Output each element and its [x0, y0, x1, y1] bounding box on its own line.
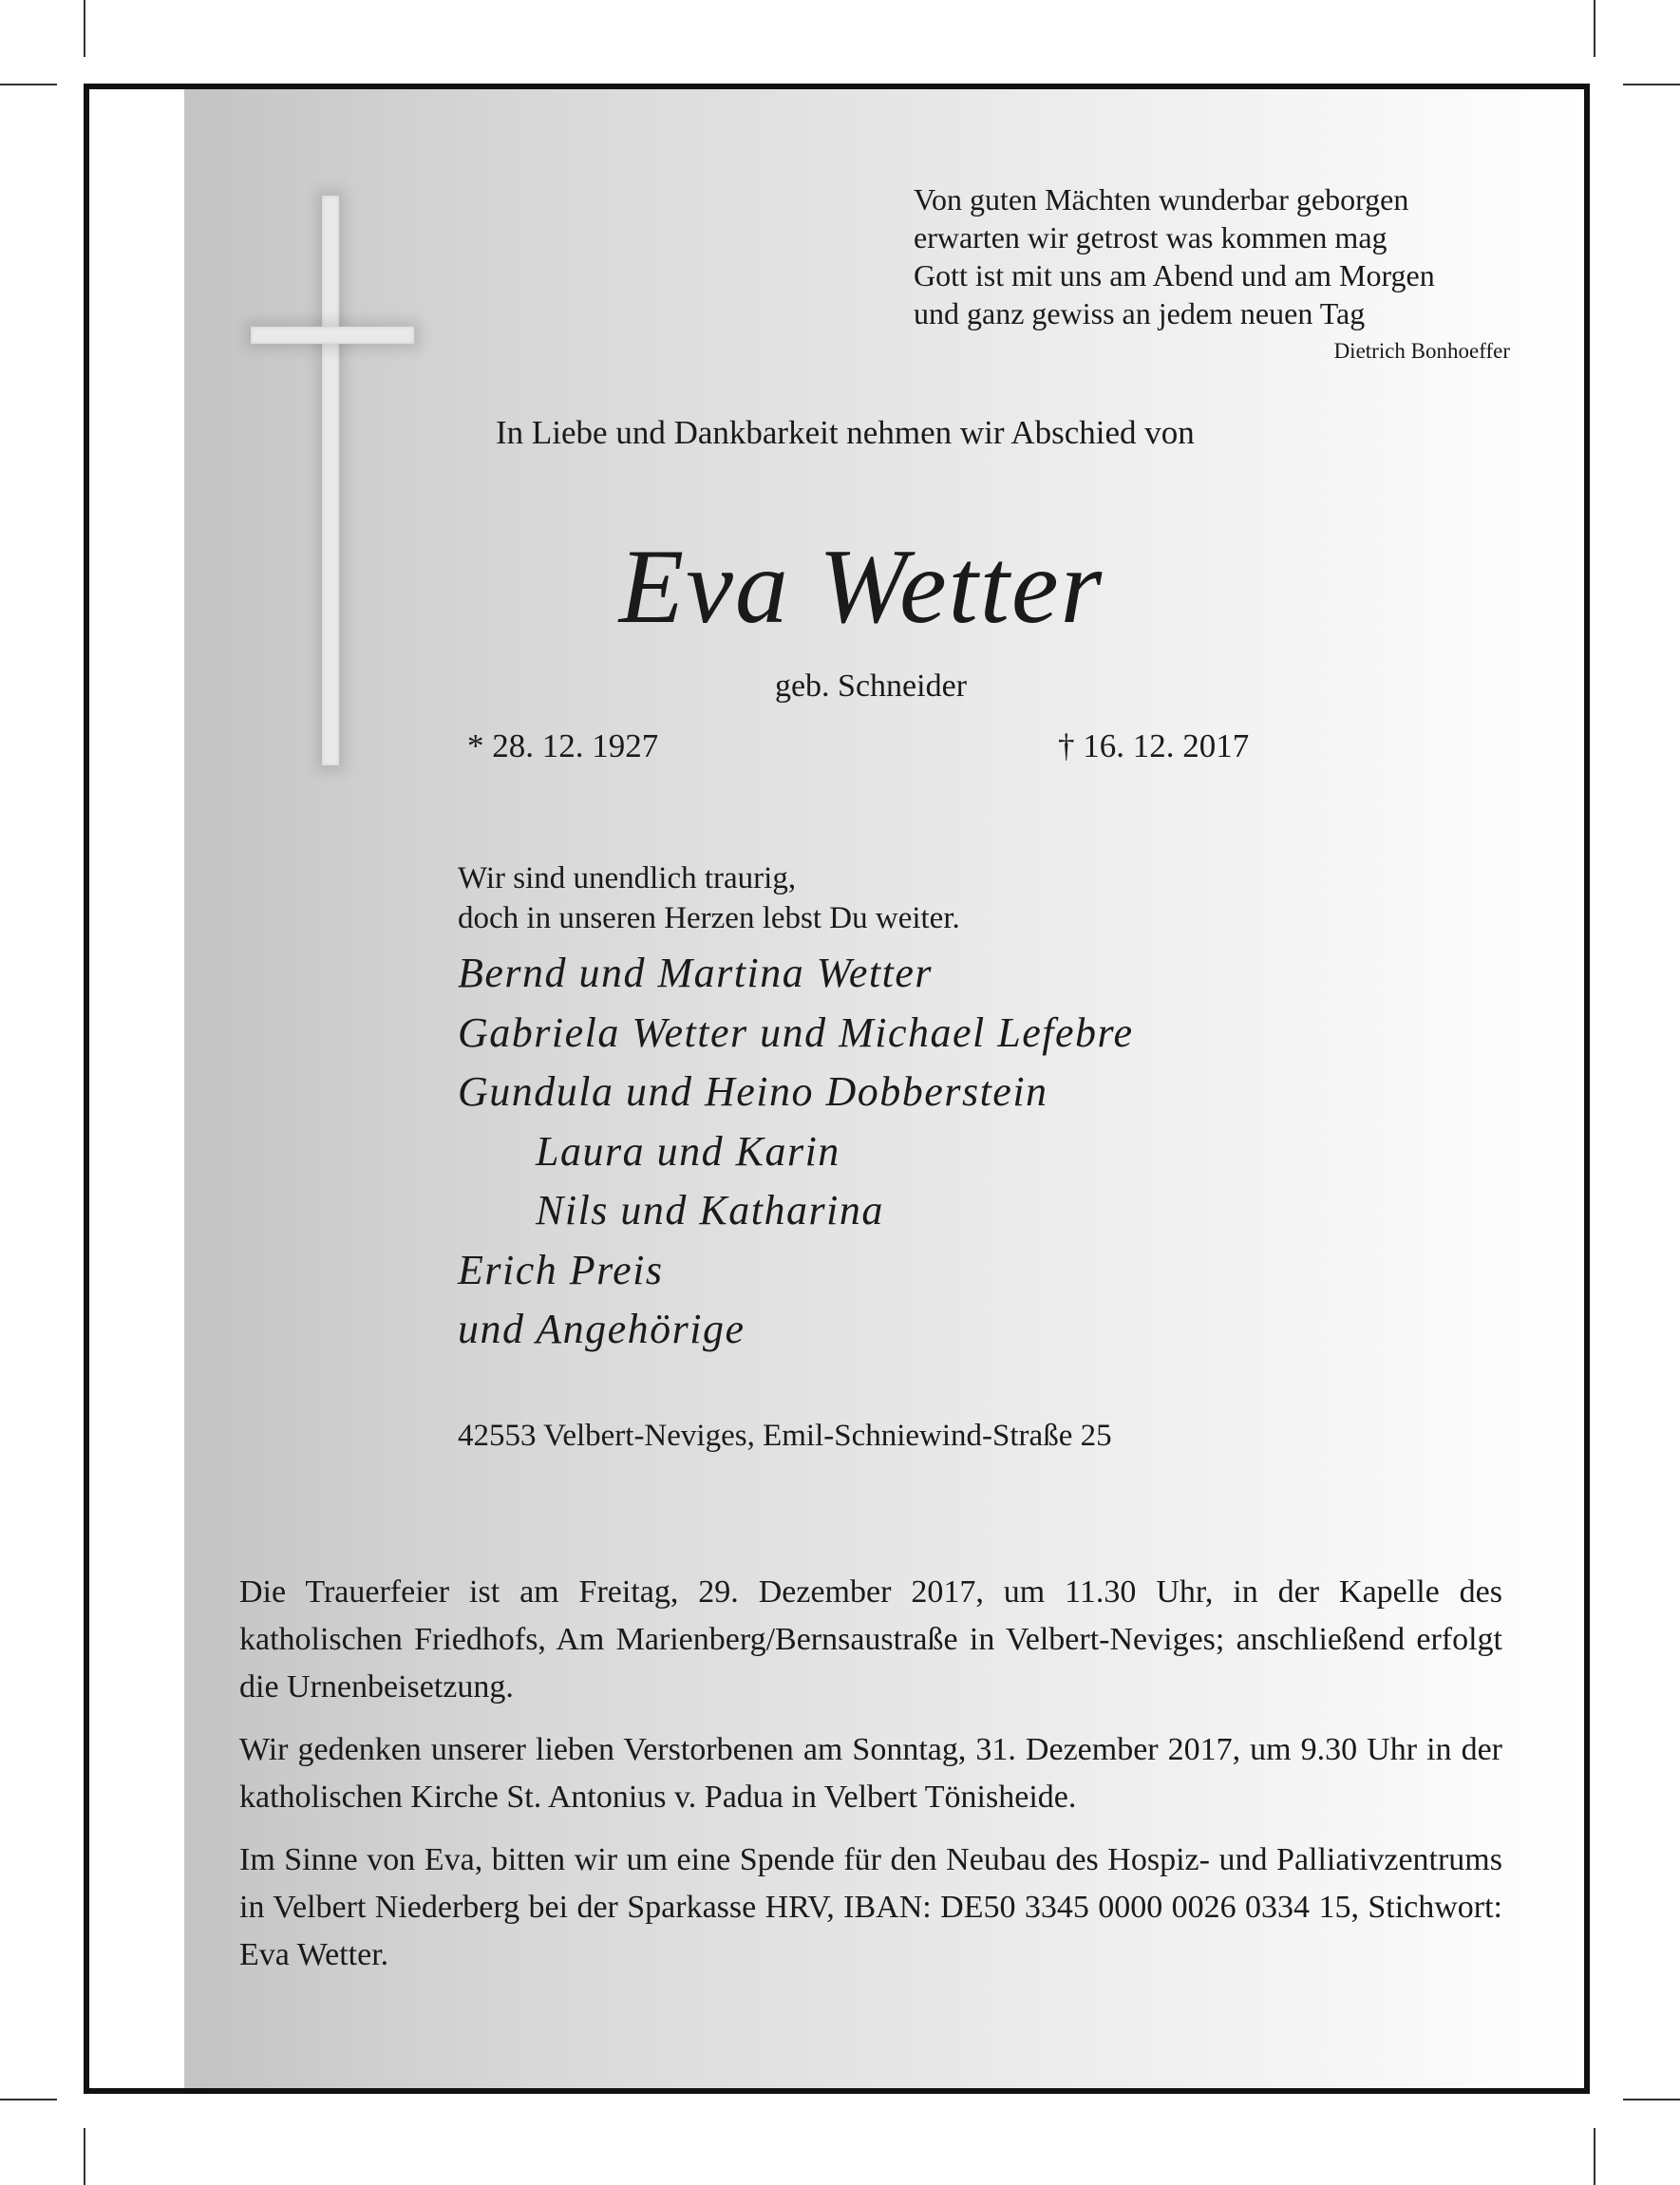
crop-mark-bottom-right-v — [1594, 2128, 1595, 2185]
notices — [239, 1569, 1502, 1994]
quote-line: Von guten Mächten wunderbar geborgen — [914, 182, 1409, 217]
family-member: Gundula und Heino Dobberstein — [458, 1068, 1048, 1115]
obituary-frame — [84, 84, 1590, 2094]
quote-line: Gott ist mit uns am Abend und am Morgen — [914, 258, 1435, 292]
maiden-name: geb. Schneider — [774, 669, 968, 704]
family-member: Bernd und Martina Wetter — [458, 950, 933, 996]
cross-icon-horizontal — [251, 327, 414, 344]
mourning-line: Wir sind unendlich traurig, — [458, 861, 797, 895]
deceased-name: Eva Wetter — [618, 528, 1104, 646]
birth-date: * 28. 12. 1927 — [467, 727, 659, 764]
crop-mark-top-left-v — [84, 0, 85, 57]
crop-mark-top-right-h — [1623, 84, 1680, 85]
intro-text: In Liebe und Dankbarkeit nehmen wir Abschied von — [496, 414, 1195, 451]
mourning-line: doch in unseren Herzen lebst Du weiter. — [458, 901, 960, 935]
quote-line: und ganz gewiss an jedem neuen Tag — [914, 296, 1366, 330]
crop-mark-bottom-left-h — [0, 2099, 57, 2100]
crop-mark-top-right-v — [1594, 0, 1595, 57]
mourning-text — [458, 858, 960, 938]
donation-notice: Im Sinne von Eva, bitten wir um eine Spende für den Neubau des Hospiz- und Palliativzentrums in Velbert Niederberg bei der Sparkasse HRV, IBAN: DE50 3345 0000 0026 0334 15, Stichwort: Eva Wetter. — [239, 1842, 1502, 1972]
crop-mark-bottom-left-v — [84, 2128, 85, 2185]
family-member: und Angehörige — [458, 1306, 746, 1352]
family-member: Nils und Katharina — [536, 1187, 884, 1234]
crop-mark-bottom-right-h — [1623, 2099, 1680, 2100]
memorial-mass-notice: Wir gedenken unserer lieben Verstorbenen am Sonntag, 31. Dezember 2017, um 9.30 Uhr in der katholischen Kirche St. Antonius v. Padua in Velbert Tönisheide. — [239, 1732, 1502, 1815]
family-member: Erich Preis — [458, 1246, 664, 1293]
funeral-notice: Die Trauerfeier ist am Freitag, 29. Dezember 2017, um 11.30 Uhr, in der Kapelle des katholischen Friedhofs, Am Marienberg/Bernsaustraße in Velbert-Neviges; anschließend erfolgt die Urnenbeisetzung. — [239, 1574, 1502, 1705]
family-member: Laura und Karin — [536, 1127, 840, 1175]
quote-line: erwarten wir getrost was kommen mag — [914, 220, 1387, 254]
family-address: 42553 Velbert-Neviges, Emil-Schniewind-Straße 25 — [458, 1419, 1112, 1453]
bonhoeffer-quote — [914, 180, 1521, 332]
family-list — [458, 944, 1134, 1360]
family-member: Gabriela Wetter und Michael Lefebre — [458, 1008, 1134, 1056]
crop-mark-top-left-h — [0, 84, 57, 85]
death-date: † 16. 12. 2017 — [1058, 727, 1250, 764]
quote-author: Dietrich Bonhoeffer — [1333, 339, 1510, 363]
